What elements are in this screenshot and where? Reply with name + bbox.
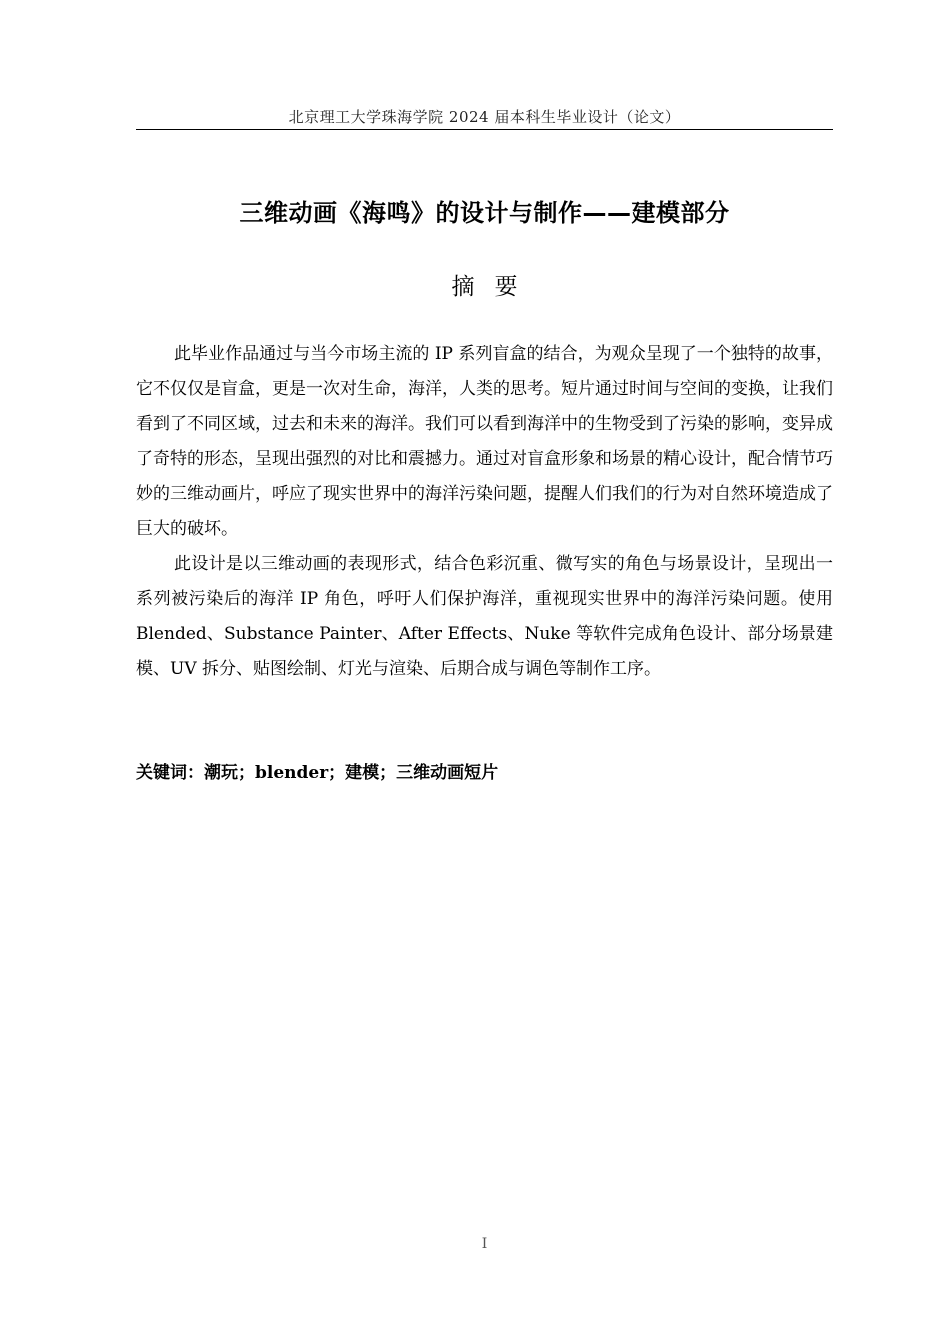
abstract-paragraph: 此毕业作品通过与当今市场主流的 IP 系列盲盒的结合，为观众呈现了一个独特的故事，它不仅仅是盲盒，更是一次对生命，海洋，人类的思考。短片通过时间与空间的变换，让我们看到了不同区域，过去和未来的海洋。我们可以看到海洋中的生物受到了污染的影响，变异成了奇特的形态，呈现出强烈的对比和震撼力。通过对盲盒形象和场景的精心设计，配合情节巧妙的三维动画片，呼应了现实世界中的海洋污染问题，提醒人们我们的行为对自然环境造成了巨大的破坏。 — [136, 344, 833, 539]
keywords: 关键词：潮玩；blender；建模；三维动画短片 — [136, 763, 499, 783]
abstract-body — [136, 337, 833, 687]
thesis-title: 三维动画《海鸣》的设计与制作——建模部分 — [239, 199, 730, 227]
header-rule — [136, 129, 833, 130]
abstract-paragraph: 此设计是以三维动画的表现形式，结合色彩沉重、微写实的角色与场景设计，呈现出一系列被污染后的海洋 IP 角色，呼吁人们保护海洋，重视现实世界中的海洋污染问题。使用 Blended、Substance Painter、After Effects、Nuke 等软件完成角色设计、部分场景建模、UV 拆分、贴图绘制、灯光与渲染、后期合成与调色等制作工序。 — [136, 554, 833, 679]
running-header: 北京理工大学珠海学院 2024 届本科生毕业设计（论文） — [288, 108, 681, 126]
abstract-heading: 摘要 — [451, 274, 538, 300]
page-number: I — [481, 1236, 488, 1252]
